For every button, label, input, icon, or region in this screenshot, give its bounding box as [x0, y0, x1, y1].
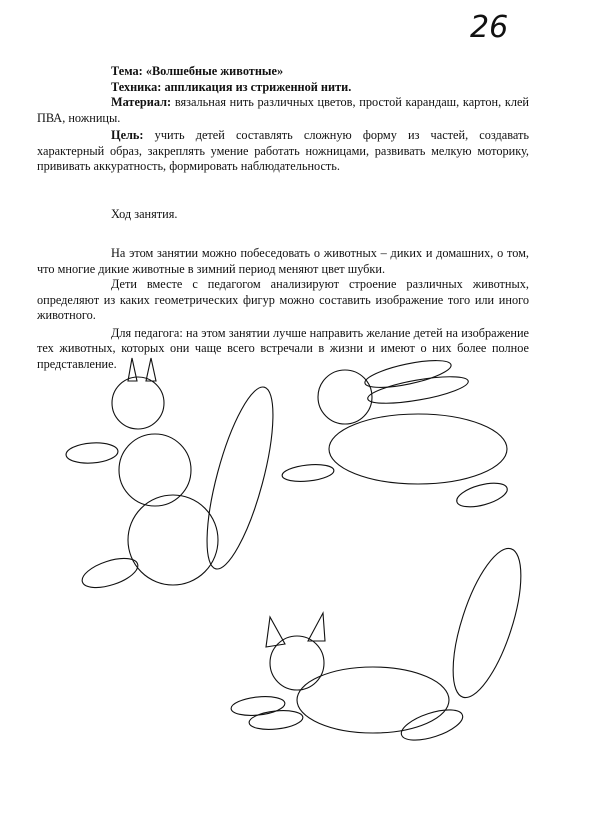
cat-head: [270, 636, 324, 690]
material-value: вязальная нить различных цветов, простой карандаш, картон, клей ПВА, ножницы.: [37, 95, 529, 125]
squirrel-figure: [65, 358, 286, 593]
page-number: 26: [470, 10, 509, 45]
squirrel-head: [112, 377, 164, 429]
topic-value: «Волшебные животные»: [145, 64, 284, 78]
cat-ear-left: [266, 617, 285, 647]
paragraph-1: На этом занятии можно побеседовать о животных – диких и домашних, о том, что многие дикие животные в зимний период меняют цвет шубки.: [37, 246, 529, 276]
cat-hind-leg: [398, 704, 466, 747]
paragraph-3: Для педагога: на этом занятии лучше направить желание детей на изображение тех животных, которых они чаще всего встречали в жизни и имеют о них более полное представление.: [37, 325, 529, 371]
cat-body: [297, 667, 449, 733]
cat-front-paw-1: [230, 694, 286, 718]
cat-ear-right: [308, 613, 325, 641]
hare-head: [318, 370, 372, 424]
squirrel-lower-body: [128, 495, 218, 585]
hare-ear-top: [363, 355, 453, 393]
goal-value: учить детей составлять сложную форму из частей, создавать характерный образ, закреплять умение работать ножницами, развивать мелкую моторику, прививать аккуратность, формировать наблюдательность.: [37, 128, 529, 173]
cat-front-paw-2: [248, 708, 304, 732]
paragraph-2: Дети вместе с педагогом анализируют строение различных животных, определяют из каких геометрических фигур можно составить изображение того или иного животного.: [37, 277, 529, 322]
technique-label: Техника:: [111, 79, 162, 94]
hare-ear-bottom: [366, 371, 470, 408]
topic-label: Тема:: [111, 64, 143, 78]
squirrel-ear-right: [146, 358, 156, 381]
lesson-heading: Ход занятия.: [111, 206, 178, 221]
technique-value: аппликация из стриженной нити.: [164, 79, 352, 94]
hare-body: [329, 414, 507, 484]
squirrel-paw: [65, 441, 118, 465]
material-label: Материал:: [111, 95, 172, 109]
goal-label: Цель:: [111, 128, 144, 142]
squirrel-tail: [193, 381, 286, 574]
hare-tail: [281, 462, 334, 483]
cat-tail: [439, 541, 535, 705]
cat-figure: [230, 541, 535, 746]
hare-hind-leg: [454, 479, 509, 512]
hare-figure: [281, 355, 509, 511]
